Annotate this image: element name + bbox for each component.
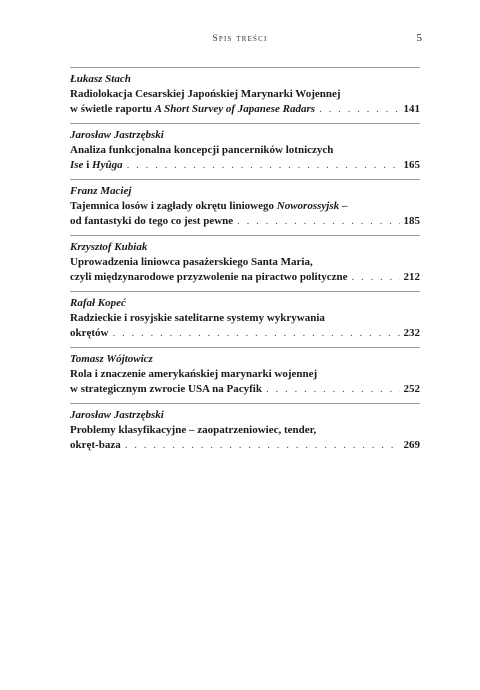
running-head: Spis treści	[212, 34, 268, 44]
entry-page-number: 165	[403, 159, 420, 171]
entry-author: Krzysztof Kubiak	[70, 241, 148, 253]
entry-title-last-line	[70, 326, 420, 341]
dot-leader	[125, 438, 400, 453]
dot-leader	[352, 270, 400, 285]
entry-title: Rola i znaczenie amerykańskiej marynarki wojennej	[70, 368, 318, 380]
entry-page-number: 185	[403, 215, 420, 227]
entry-author: Jarosław Jastrzębski	[70, 129, 164, 141]
toc-entry	[70, 348, 420, 404]
entry-page-number: 252	[403, 383, 420, 395]
entry-title-text: w strategicznym zwrocie USA na Pacyfik	[70, 383, 262, 395]
entry-author: Jarosław Jastrzębski	[70, 409, 164, 421]
entry-title: Tajemnica losów i zagłady okrętu liniowego Noworossyjsk –	[70, 200, 348, 212]
toc-entry	[70, 292, 420, 348]
entry-title: Problemy klasyfikacyjne – zaopatrzeniowiec, tender,	[70, 424, 317, 436]
table-of-contents	[70, 67, 420, 459]
entry-author: Franz Maciej	[70, 185, 132, 197]
entry-title-last-line	[70, 270, 420, 285]
toc-entry	[70, 180, 420, 236]
dot-leader	[113, 326, 400, 341]
dot-leader	[319, 102, 399, 117]
dot-leader	[127, 158, 400, 173]
entry-title-text: czyli międzynarodowe przyzwolenie na piractwo polityczne	[70, 271, 348, 283]
entry-page-number: 212	[403, 271, 420, 283]
entry-title-last-line	[70, 438, 420, 453]
toc-entry	[70, 124, 420, 180]
dot-leader	[266, 382, 400, 397]
entry-title-text: Ise i Hyûga	[70, 159, 123, 171]
entry-title-last-line	[70, 382, 420, 397]
entry-title: Radiolokacja Cesarskiej Japońskiej Marynarki Wojennej	[70, 88, 341, 100]
entry-title-text: okręt-baza	[70, 439, 121, 451]
entry-title-last-line	[70, 214, 420, 229]
entry-page-number: 269	[403, 439, 420, 451]
entry-title: Uprowadzenia liniowca pasażerskiego Santa Maria,	[70, 256, 313, 268]
toc-entry	[70, 67, 420, 124]
entry-title-text: okrętów	[70, 327, 109, 339]
dot-leader	[237, 214, 399, 229]
entry-title-text: od fantastyki do tego co jest pewne	[70, 215, 234, 227]
entry-page-number: 232	[403, 327, 420, 339]
toc-entry	[70, 236, 420, 292]
entry-author: Rafał Kopeć	[70, 297, 126, 309]
entry-author: Tomasz Wójtowicz	[70, 353, 153, 365]
entry-title: Analiza funkcjonalna koncepcji pancerników lotniczych	[70, 144, 334, 156]
entry-title-last-line	[70, 102, 420, 117]
entry-title: Radzieckie i rosyjskie satelitarne systemy wykrywania	[70, 312, 325, 324]
toc-entry	[70, 404, 420, 459]
entry-page-number: 141	[403, 103, 420, 115]
entry-title-text: w świetle raportu A Short Survey of Japanese Radars	[70, 103, 316, 115]
entry-title-last-line	[70, 158, 420, 173]
page-number: 5	[416, 32, 422, 44]
entry-author: Łukasz Stach	[70, 73, 131, 85]
